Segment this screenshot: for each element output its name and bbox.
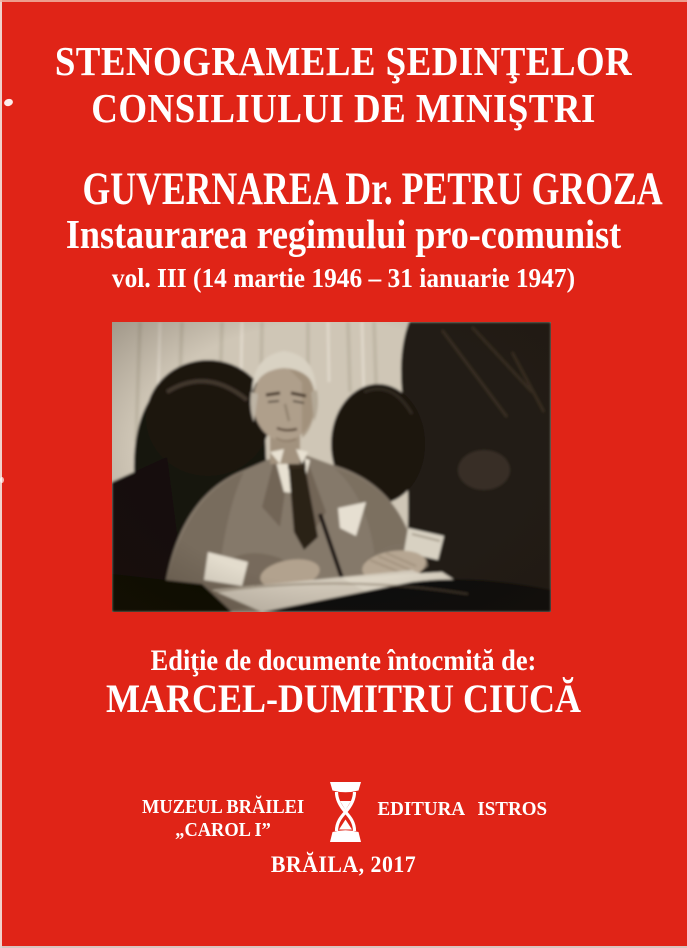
volume-info: vol. III (14 martie 1946 – 31 ianuarie 1947) xyxy=(111,263,576,293)
scan-edge-left xyxy=(0,0,2,948)
publisher-row xyxy=(0,781,687,843)
main-title: GUVERNAREA Dr. PETRU GROZA xyxy=(82,163,663,215)
series-title-line1: STENOGRAMELE ŞEDINŢELOR xyxy=(54,38,633,84)
publisher-left xyxy=(142,796,304,842)
hourglass-logo-icon xyxy=(327,781,364,843)
series-title xyxy=(34,38,652,132)
publisher-right: EDITURA ISTROS xyxy=(377,798,548,820)
editor-name: MARCEL-DUMITRU CIUCĂ xyxy=(105,676,581,721)
scan-speck xyxy=(3,98,14,107)
subtitle: Instaurarea regimului pro-comunist xyxy=(65,211,622,257)
publisher-left-line1: MUZEUL BRĂILEI xyxy=(142,796,305,818)
scan-edge-top xyxy=(0,0,687,2)
imprint: BRĂILA, 2017 xyxy=(270,852,417,877)
petru-groza-photo-illustration xyxy=(112,322,551,612)
publisher-left-line2: „CAROL I” xyxy=(175,819,272,841)
scan-speck xyxy=(0,477,4,483)
cover-photo xyxy=(112,322,551,612)
editor-intro: Ediţie de documente întocmită de: xyxy=(150,644,537,677)
series-title-line2: CONSILIULUI DE MINIŞTRI xyxy=(91,85,596,131)
